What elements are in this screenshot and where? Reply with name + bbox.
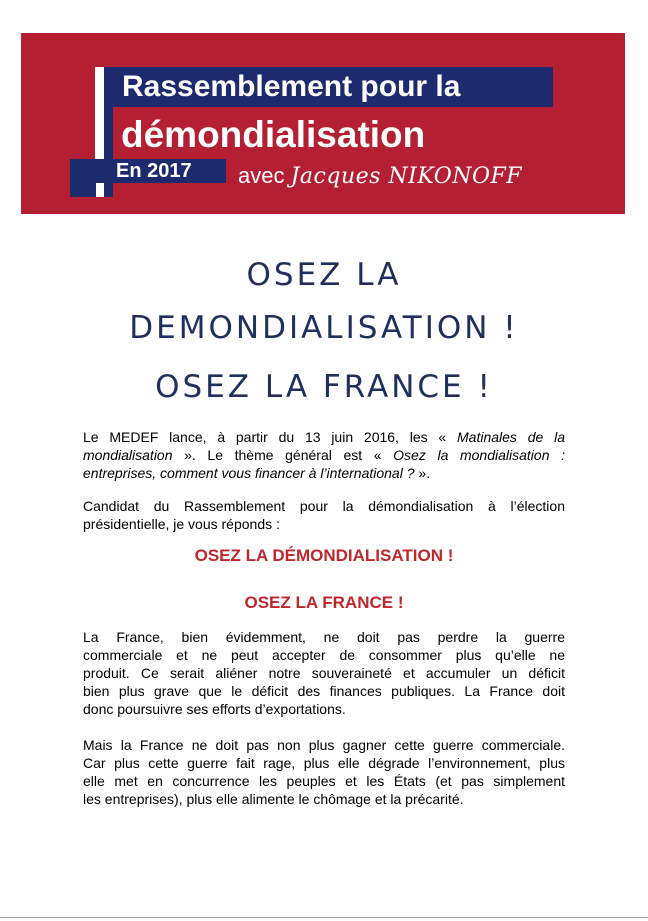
intro-p2-line2: présidentielle, je vous réponds : xyxy=(83,516,280,532)
banner-candidate-name: Jacques NIKONOFF xyxy=(290,164,523,189)
banner-candidate xyxy=(238,163,522,190)
intro-p1-line3: entreprises, comment vous financer à l’international ? ». xyxy=(83,465,431,481)
body-p1-line: La France, bien évidemment, ne doit pas perdre la guerre xyxy=(83,629,565,645)
slogan-france: OSEZ LA FRANCE ! xyxy=(244,593,404,612)
body-p1-line: donc poursuivre ses efforts d’exportations. xyxy=(83,701,346,717)
intro-p1-line1: Le MEDEF lance, à partir du 13 juin 2016, les « Matinales de la xyxy=(83,429,565,445)
body-p2-line: Car plus cette guerre fait rage, plus elle dégrade l’environnement, plus xyxy=(83,755,565,771)
banner-title-line1: Rassemblement pour la xyxy=(113,67,553,107)
body-p2-line: elle met en concurrence les peuples et les États (et pas simplement xyxy=(83,773,565,789)
banner-year: En 2017 xyxy=(70,159,226,183)
intro-p1-line2: mondialisation ». Le thème général est « Osez la mondialisation : xyxy=(83,447,565,463)
body-p1-line: commerciale et ne peut accepter de consommer plus qu’elle ne xyxy=(83,647,565,663)
body-p1-line: bien plus grave que le déficit des finances publiques. La France doit xyxy=(83,683,565,699)
headline-line2: DEMONDIALISATION ! xyxy=(129,310,519,346)
intro-paragraph-1 xyxy=(83,428,565,482)
body-p1-line: produit. Ce serait aliéner notre souveraineté et accumuler un déficit xyxy=(83,665,565,681)
intro-paragraph-2 xyxy=(83,497,565,533)
body-p2-line: Mais la France ne doit pas non plus gagner cette guerre commerciale. xyxy=(83,737,565,753)
headline-line3: OSEZ LA FRANCE ! xyxy=(155,369,493,405)
banner-title-line2: démondialisation xyxy=(121,114,426,155)
slogan-demondialisation: OSEZ LA DÉMONDIALISATION ! xyxy=(194,546,454,565)
campaign-banner xyxy=(21,33,625,214)
body-p2-line: les entreprises), plus elle alimente le chômage et la précarité. xyxy=(83,791,464,807)
banner-year-block xyxy=(70,183,96,197)
headline-line1: OSEZ LA xyxy=(246,257,402,293)
body-paragraph-1 xyxy=(83,628,565,718)
intro-p2-line1: Candidat du Rassemblement pour la démondialisation à l’élection xyxy=(83,498,565,514)
page-bottom-rule xyxy=(0,917,648,918)
body-paragraph-2 xyxy=(83,736,565,808)
banner-with-prefix: avec xyxy=(238,163,285,188)
